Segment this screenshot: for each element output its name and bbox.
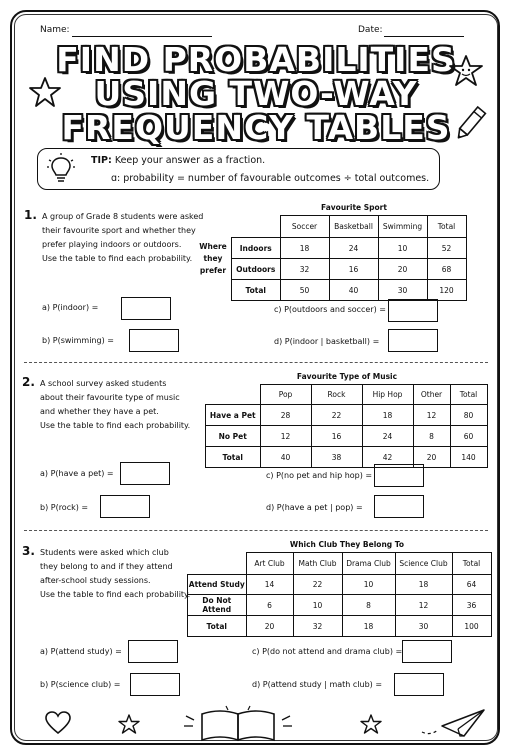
question-2c-prompt: c) P(no pet and hip hop) = [266,471,373,480]
name-label: Name: [40,25,70,35]
date-label: Date: [358,25,383,35]
lightbulb-icon [46,152,76,186]
title-line-3: FREQUENCY TABLES [61,108,451,147]
question-1-text: A group of Grade 8 students were asked their favourite sport and whether they prefer playing indoors or outdoors. Use the table to find each probability. [42,212,204,263]
heart-icon [44,711,72,735]
paper-plane-icon [420,706,488,740]
question-3-number: 3. [22,544,35,558]
question-2d-answer-box[interactable] [374,495,424,518]
tip-formula: ɑ: probability = number of favourable outcomes ÷ total outcomes. [111,173,430,184]
star-icon [28,76,62,108]
question-2-number: 2. [22,375,35,389]
question-2a-prompt: a) P(have a pet) = [40,469,114,478]
question-2b-answer-box[interactable] [100,495,150,518]
question-1a-answer-box[interactable] [121,297,171,320]
tip-box [37,148,440,190]
question-1c-prompt: c) P(outdoors and soccer) = [274,305,387,314]
question-3-text: Students were asked which club they belong to and if they attend after-school study sessions. Use the table to find each probability. [40,548,191,599]
question-3c-prompt: c) P(do not attend and drama club) = [252,647,403,656]
question-2-text: A school survey asked students about their favourite type of music and whether they have a pet. Use the table to find each probability. [40,379,191,430]
question-1-frequency-table: Soccer Basketball Swimming Total Indoors 18 24 10 52 Outdoors 32 16 20 68 Total 50 40 30 120 [231,215,467,301]
question-2b-prompt: b) P(rock) = [40,503,89,512]
section-divider [24,362,488,363]
question-2a-answer-box[interactable] [120,462,170,485]
question-3b-answer-box[interactable] [130,673,180,696]
question-2c-answer-box[interactable] [374,464,424,487]
pencil-icon [452,104,488,144]
question-1d-prompt: d) P(indoor | basketball) = [274,337,380,346]
question-3d-answer-box[interactable] [394,673,444,696]
question-1-side-label: Where they prefer [199,242,227,275]
question-3a-prompt: a) P(attend study) = [40,647,122,656]
question-3-frequency-table: Art Club Math Club Drama Club Science Club Total Attend Study 14 22 10 18 64 Do Not Attend 6 10 8 12 36 Total 20 32 18 30 100 [187,552,492,637]
smiley-star-icon [448,54,484,88]
question-1d-answer-box[interactable] [388,329,438,352]
section-divider [24,530,488,531]
question-2-frequency-table: Pop Rock Hip Hop Other Total Have a Pet 28 22 18 12 80 No Pet 12 16 24 8 60 Total 40 38 42 20 140 [205,384,488,468]
question-1-number: 1. [24,208,37,222]
question-3c-answer-box[interactable] [402,640,452,663]
date-field[interactable] [384,36,464,37]
question-1a-prompt: a) P(indoor) = [42,303,99,312]
question-1b-answer-box[interactable] [129,329,179,352]
question-3b-prompt: b) P(science club) = [40,680,121,689]
tip-label: TIP: [91,155,112,166]
title-line-1: FIND PROBABILITIES [56,40,456,79]
question-3a-answer-box[interactable] [128,640,178,663]
question-3-table-title: Which Club They Belong To [289,540,405,549]
open-book-icon [180,702,300,744]
question-3d-prompt: d) P(attend study | math club) = [252,680,383,689]
question-2-table-title: Favourite Type of Music [296,372,398,381]
star-icon [360,714,382,734]
question-2d-prompt: d) P(have a pet | pop) = [266,503,363,512]
question-1b-prompt: b) P(swimming) = [42,336,114,345]
title-line-2: USING TWO-WAY [94,74,418,113]
star-icon [118,714,140,734]
question-1-table-title: Favourite Sport [321,203,387,212]
question-1c-answer-box[interactable] [388,299,438,322]
tip-text: Keep your answer as a fraction. [114,155,266,166]
name-field[interactable] [72,36,212,37]
